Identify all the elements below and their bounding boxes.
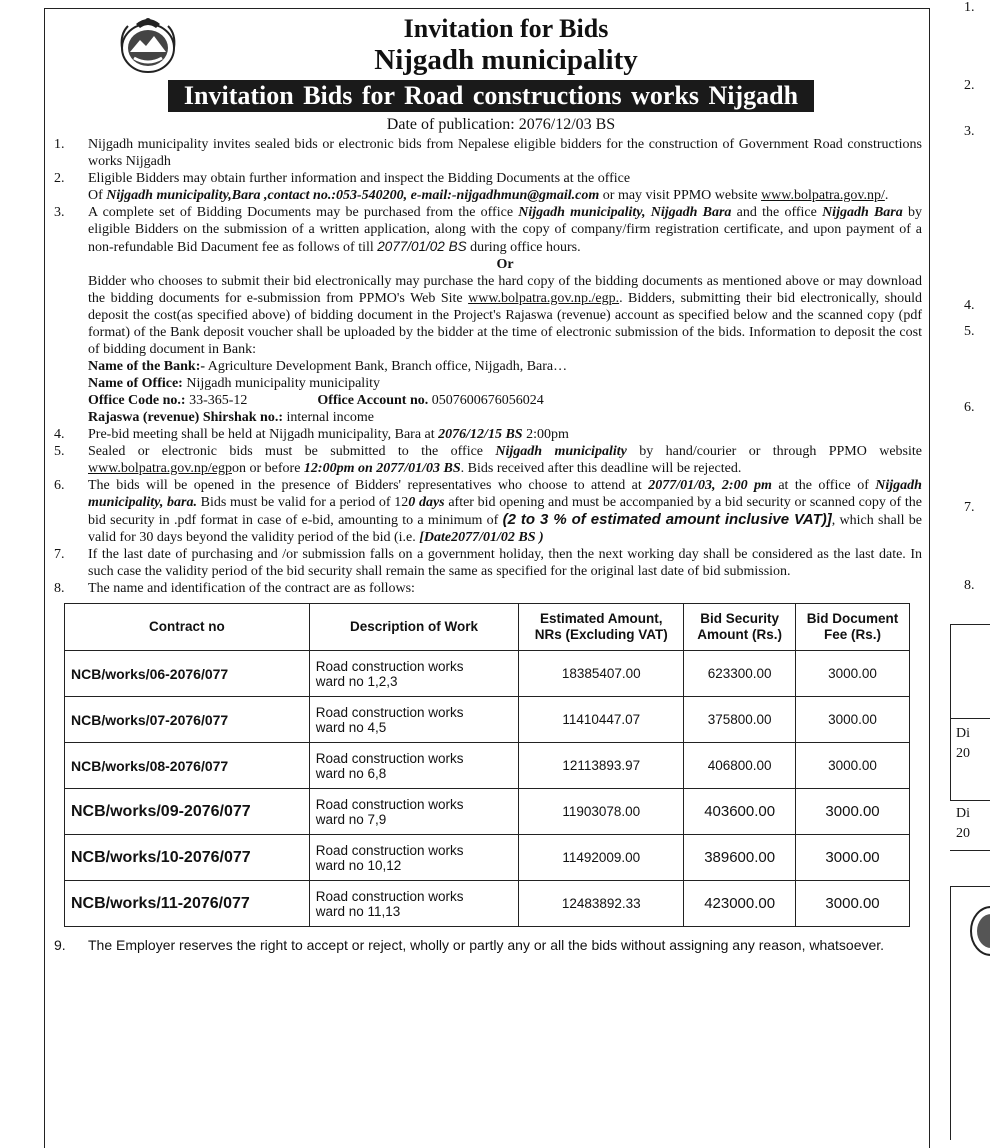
- bank-name: Name of the Bank:- Agriculture Development Bank, Branch office, Nijgadh, Bara…: [88, 359, 568, 374]
- table-header-row: [65, 604, 910, 651]
- contracts-table: [64, 603, 910, 927]
- office-code: Office Code no.: 33-365-12 Office Account no. 0507600676056024: [88, 393, 544, 408]
- egp-submit-link[interactable]: www.bolpatra.gov.np/egp: [88, 461, 232, 476]
- item-1: 1. Nijgadh municipality invites sealed bids or electronic bids from Nepalese eligible bidders for the construction of Government Road constructions works Nijgadh: [54, 137, 922, 169]
- table-row: NCB/works/08-2076/077 Road construction works ward no 6,8 12113893.97 406800.00 3000.00: [65, 743, 910, 789]
- table-row: NCB/works/10-2076/077 Road construction works ward no 10,12 11492009.00 389600.00 3000.00: [65, 835, 910, 881]
- adjacent-column: 1. 2. 3. 4. 5. 6. 7. 8.: [964, 0, 975, 593]
- table-row: NCB/works/06-2076/077 Road construction works ward no 1,2,3 18385407.00 623300.00 3000.00: [65, 651, 910, 697]
- or-separator: Or: [496, 257, 514, 272]
- rajaswa-shirshak: Rajaswa (revenue) Shirshak no.: internal income: [88, 410, 374, 425]
- item-4: 4. Pre-bid meeting shall be held at Nijgadh municipality, Bara at 2076/12/15 BS 2:00pm: [54, 427, 569, 442]
- item-7: 7. If the last date of purchasing and /or submission falls on a government holiday, then the next working day shall be considered as the last date. In such case the validity period of the bid security shall remain the same as specified for the original last date of bid submission.: [54, 547, 922, 579]
- adjacent-table: [950, 624, 990, 800]
- header-bid-document-fee: Bid Document Fee (Rs.): [796, 604, 910, 651]
- notice-items: [50, 136, 922, 597]
- header-estimated-amount: Estimated Amount, NRs (Excluding VAT): [519, 604, 684, 651]
- table-row: NCB/works/07-2076/077 Road construction works ward no 4,5 11410447.07 375800.00 3000.00: [65, 697, 910, 743]
- egp-website-link[interactable]: www.bolpatra.gov.np./egp.: [468, 291, 620, 306]
- adjacent-emblem-icon: [965, 901, 990, 961]
- item-3: 3. A complete set of Bidding Documents may be purchased from the office Nijgadh municipality, Nijgadh Bara and the office Nijgadh Bara by eligible Bidders on the submission of a written application, along with the copy of company/firm registration certificate, and upon payment of a non-refundable Bid Dacument fee as follows of till 2077/01/02 BS during office hours. Or Bidder who chooses to submit their bid electronically may purchase the hard copy of the bidding documents as mentioned above or may download the bidding documents for e-submission from PPMO's Web Site www.bolpatra.gov.np./egp.. Bidders, submitting their bid electronically, should deposit the cost(as specified above) of bidding document in the Project's Rajaswa (revenue) account as specified below and the scanned copy (pdf format) of the Bank deposit voucher shall be uploaded by the bidder at the time of electronic submission of the bids. Information to deposit the cost of bidding document in Bank: Name of the Bank:- Agriculture Development Bank, Branch office, Nijgadh, Bara… Name of Office: Nijgadh municipality municipality Office Code no.: 33-365-12 Office Account no. 0507600676056024 Rajaswa (revenue) Shirshak no.: internal income: [54, 205, 922, 425]
- office-contact: Nijgadh municipality,Bara ,contact no.:053-540200, e-mail:-nijgadhmun@gmail.com: [106, 188, 600, 203]
- table-row: NCB/works/11-2076/077 Road construction works ward no 11,13 12483892.33 423000.00 3000.00: [65, 881, 910, 927]
- table-row: NCB/works/09-2076/077 Road construction works ward no 7,9 11903078.00 403600.00 3000.00: [65, 789, 910, 835]
- item-6: 6. The bids will be opened in the presence of Bidders' representatives who choose to attend at 2077/01/03, 2:00 pm at the office of Nijgadh municipality, bara. Bids must be valid for a period of 120 days after bid opening and must be accompanied by a bid security or scanned copy of the bid security in .pdf format in case of e-bid, amounting to a minimum of (2 to 3 % of estimated amount inclusive VAT)], which shall be valid for 30 days beyond the validity period of the bid (i.e. [Date2077/01/02 BS ): [54, 478, 922, 545]
- publication-date: Date of publication: 2076/12/03 BS: [386, 116, 616, 133]
- item-5: 5. Sealed or electronic bids must be submitted to the office Nijgadh municipality by hand/courier or through PPMO website www.bolpatra.gov.np/egpon or before 12:00pm on 2077/01/03 BS. Bids received after this deadline will be rejected.: [54, 444, 922, 476]
- header-contract-no: Contract no: [65, 604, 310, 651]
- government-emblem-icon: [114, 12, 182, 78]
- header-description: Description of Work: [309, 604, 519, 651]
- notice-title: Invitation for Bids: [403, 14, 609, 43]
- municipality-name: Nijgadh municipality: [374, 44, 638, 76]
- header-bid-security: Bid Security Amount (Rs.): [684, 604, 796, 651]
- ppmo-website-link[interactable]: www.bolpatra.gov.np/: [761, 188, 885, 203]
- notice-page: [50, 8, 922, 954]
- item-9: 9. The Employer reserves the right to accept or reject, wholly or partly any or all the bids without assigning any reason, whatsoever.: [54, 937, 885, 953]
- notice-banner: Invitation Bids for Road constructions works Nijgadh: [168, 80, 814, 112]
- item-8: 8. The name and identification of the contract are as follows:: [54, 581, 415, 596]
- adjacent-notice: [950, 886, 990, 1140]
- item-2: 2. Eligible Bidders may obtain further information and inspect the Bidding Documents at the office Of Nijgadh municipality,Bara ,contact no.:053-540200, e-mail:-nijgadhmun@gmail.com or may visit PPMO website www.bolpatra.gov.np/.: [54, 171, 889, 203]
- office-name: Name of Office: Nijgadh municipality municipality: [88, 376, 380, 391]
